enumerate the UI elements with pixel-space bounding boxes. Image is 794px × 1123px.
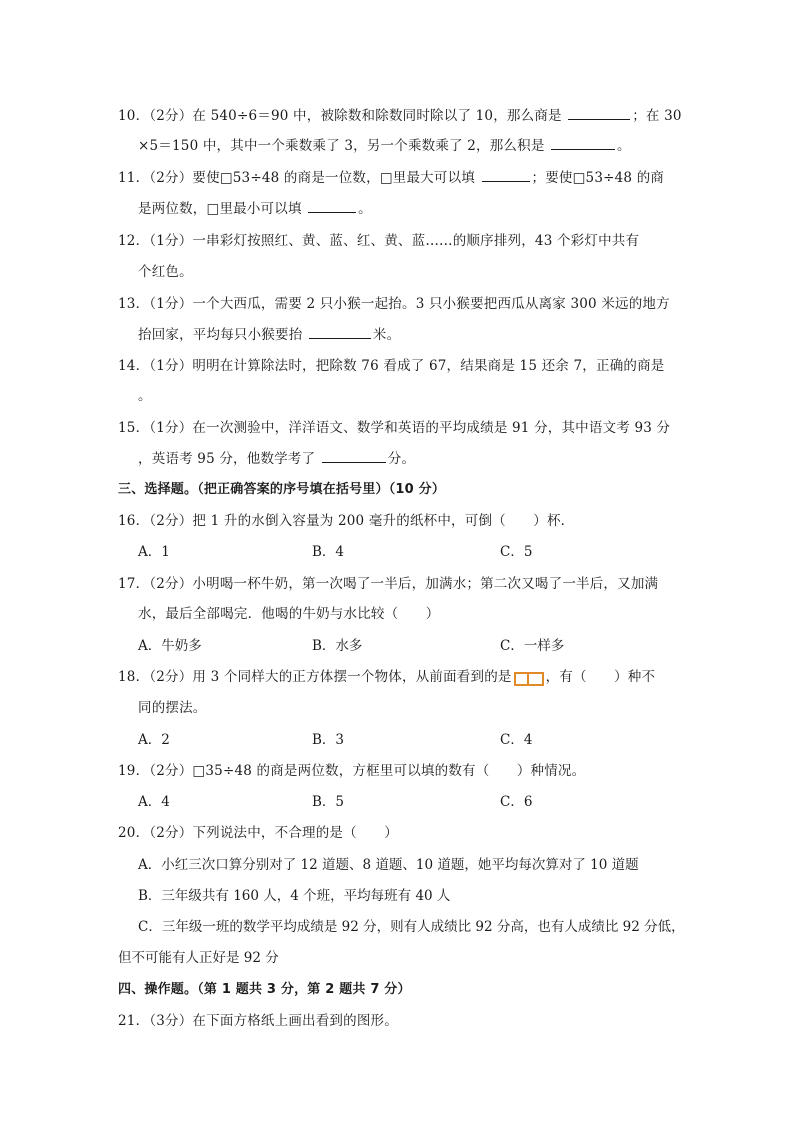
q19-option-c[interactable]: C．6: [500, 794, 533, 810]
q14-text-1: 14．（1分）明明在计算除法时，把除数 76 看成了 67，结果商是 15 还余 7，正确的商是: [118, 358, 665, 374]
question-11-line-1: [118, 166, 664, 186]
question-13-line-2: [138, 323, 400, 343]
answer-blank[interactable]: [482, 168, 530, 182]
q19-option-b[interactable]: B．5: [312, 794, 345, 810]
question-18-stem-2: 同的摆法。: [138, 700, 207, 716]
q13-text-1: 13．（1分）一个大西瓜，需要 2 只小猴一起抬。3 只小猴要把西瓜从离家 300 米远的地方: [118, 296, 670, 312]
q12-text-1: 12．（1分）一串彩灯按照红、黄、蓝、红、黄、蓝……的顺序排列，43 个彩灯中共有: [118, 233, 640, 249]
q19-option-a[interactable]: A．4: [138, 794, 170, 810]
question-15-line-1: [118, 416, 670, 436]
q17-option-b[interactable]: B．水多: [312, 638, 363, 654]
question-16-stem: 16．（2分）把 1 升的水倒入容量为 200 毫升的纸杯中，可倒（ ）杯．: [118, 513, 575, 529]
question-11-line-2: [138, 197, 372, 217]
q13-text-2-end: 米。: [372, 327, 401, 343]
question-18-stem-1: [118, 665, 655, 685]
q14-text-2: 。: [138, 388, 152, 404]
question-14-line-1: [118, 354, 665, 374]
question-15-line-2: [138, 447, 415, 467]
q18-option-a[interactable]: A．2: [138, 732, 170, 748]
q15-text-1: 15．（1分）在一次测验中，洋洋语文、数学和英语的平均成绩是 91 分，其中语文考 93 分: [118, 420, 671, 436]
question-19-stem: 19．（2分）□35÷48 的商是两位数，方框里可以填的数有（ ）种情况。: [118, 763, 586, 779]
q18-text-1: 18．（2分）用 3 个同样大的正方体摆一个物体，从前面看到的是: [118, 669, 512, 685]
q17-option-a[interactable]: A．牛奶多: [138, 638, 202, 654]
question-14-line-2: [138, 384, 152, 404]
q11-text-2: 是两位数，□里最小可以填: [138, 201, 302, 217]
cube-front-view-icon: [514, 672, 544, 684]
q15-text-2: ，英语考 95 分，他数学考了: [138, 451, 316, 467]
answer-blank[interactable]: [322, 449, 386, 463]
q18-option-b[interactable]: B．3: [312, 732, 345, 748]
q16-option-b[interactable]: B．4: [312, 544, 345, 560]
question-13-line-1: [118, 292, 670, 312]
section-4-heading: 四、操作题。（第 1 题共 3 分，第 2 题共 7 分）: [118, 982, 411, 997]
q17-option-c[interactable]: C．一样多: [500, 638, 565, 654]
q20-option-b[interactable]: B．三年级共有 160 人，4 个班，平均每班有 40 人: [138, 888, 451, 904]
q10-text-2: ×5＝150 中，其中一个乘数乘了 3，另一个乘数乘了 2，那么积是: [138, 138, 545, 154]
answer-blank[interactable]: [568, 106, 630, 120]
question-17-stem-2: 水，最后全部喝完．他喝的牛奶与水比较（ ）: [138, 606, 440, 622]
question-10-line-2: [138, 134, 631, 154]
q11-text-1-end: ；要使□53÷48 的商: [531, 170, 665, 186]
q20-option-c-line-1[interactable]: C．三年级一班的数学平均成绩是 92 分，则有人成绩比 92 分高，也有人成绩比 92 分低，: [138, 919, 685, 935]
q18-option-c[interactable]: C．4: [500, 732, 533, 748]
q18-text-1-end: ，有（ ）种不: [545, 669, 656, 685]
q20-option-a[interactable]: A．小红三次口算分别对了 12 道题、8 道题、10 道题，她平均每次算对了 10 道题: [138, 857, 639, 873]
question-17-stem-1: 17．（2分）小明喝一杯牛奶，第一次喝了一半后，加满水；第二次又喝了一半后，又加满: [118, 576, 659, 592]
q15-text-2-end: 分。: [387, 451, 416, 467]
answer-blank[interactable]: [308, 199, 356, 213]
q10-text-1: 10．（2分）在 540÷6＝90 中，被除数和除数同时除以了 10，那么商是: [118, 108, 562, 124]
q11-text-1: 11．（2分）要使□53÷48 的商是一位数，□里最大可以填: [118, 170, 475, 186]
question-20-stem: 20．（2分）下列说法中，不合理的是（ ）: [118, 825, 398, 841]
q11-text-2-end: 。: [358, 201, 372, 217]
question-21-stem: 21．（3分）在下面方格纸上画出看到的图形。: [118, 1013, 398, 1029]
question-10-line-1: [118, 104, 682, 124]
q16-option-a[interactable]: A．1: [138, 544, 170, 560]
q10-text-2-end: 。: [617, 138, 631, 154]
question-12-line-2: [138, 260, 193, 280]
q12-text-2: 个红色。: [138, 264, 193, 280]
answer-blank[interactable]: [309, 325, 371, 339]
section-3-heading: 三、选择题。（把正确答案的序号填在括号里）（10 分）: [118, 482, 446, 497]
question-12-line-1: [118, 229, 639, 249]
q13-text-2: 抬回家，平均每只小猴要抬: [138, 327, 303, 343]
q16-option-c[interactable]: C．5: [500, 544, 533, 560]
answer-blank[interactable]: [551, 136, 615, 150]
q20-option-c-line-2: 但不可能有人正好是 92 分: [118, 950, 279, 966]
q10-text-1-end: ；在 30: [632, 108, 682, 124]
